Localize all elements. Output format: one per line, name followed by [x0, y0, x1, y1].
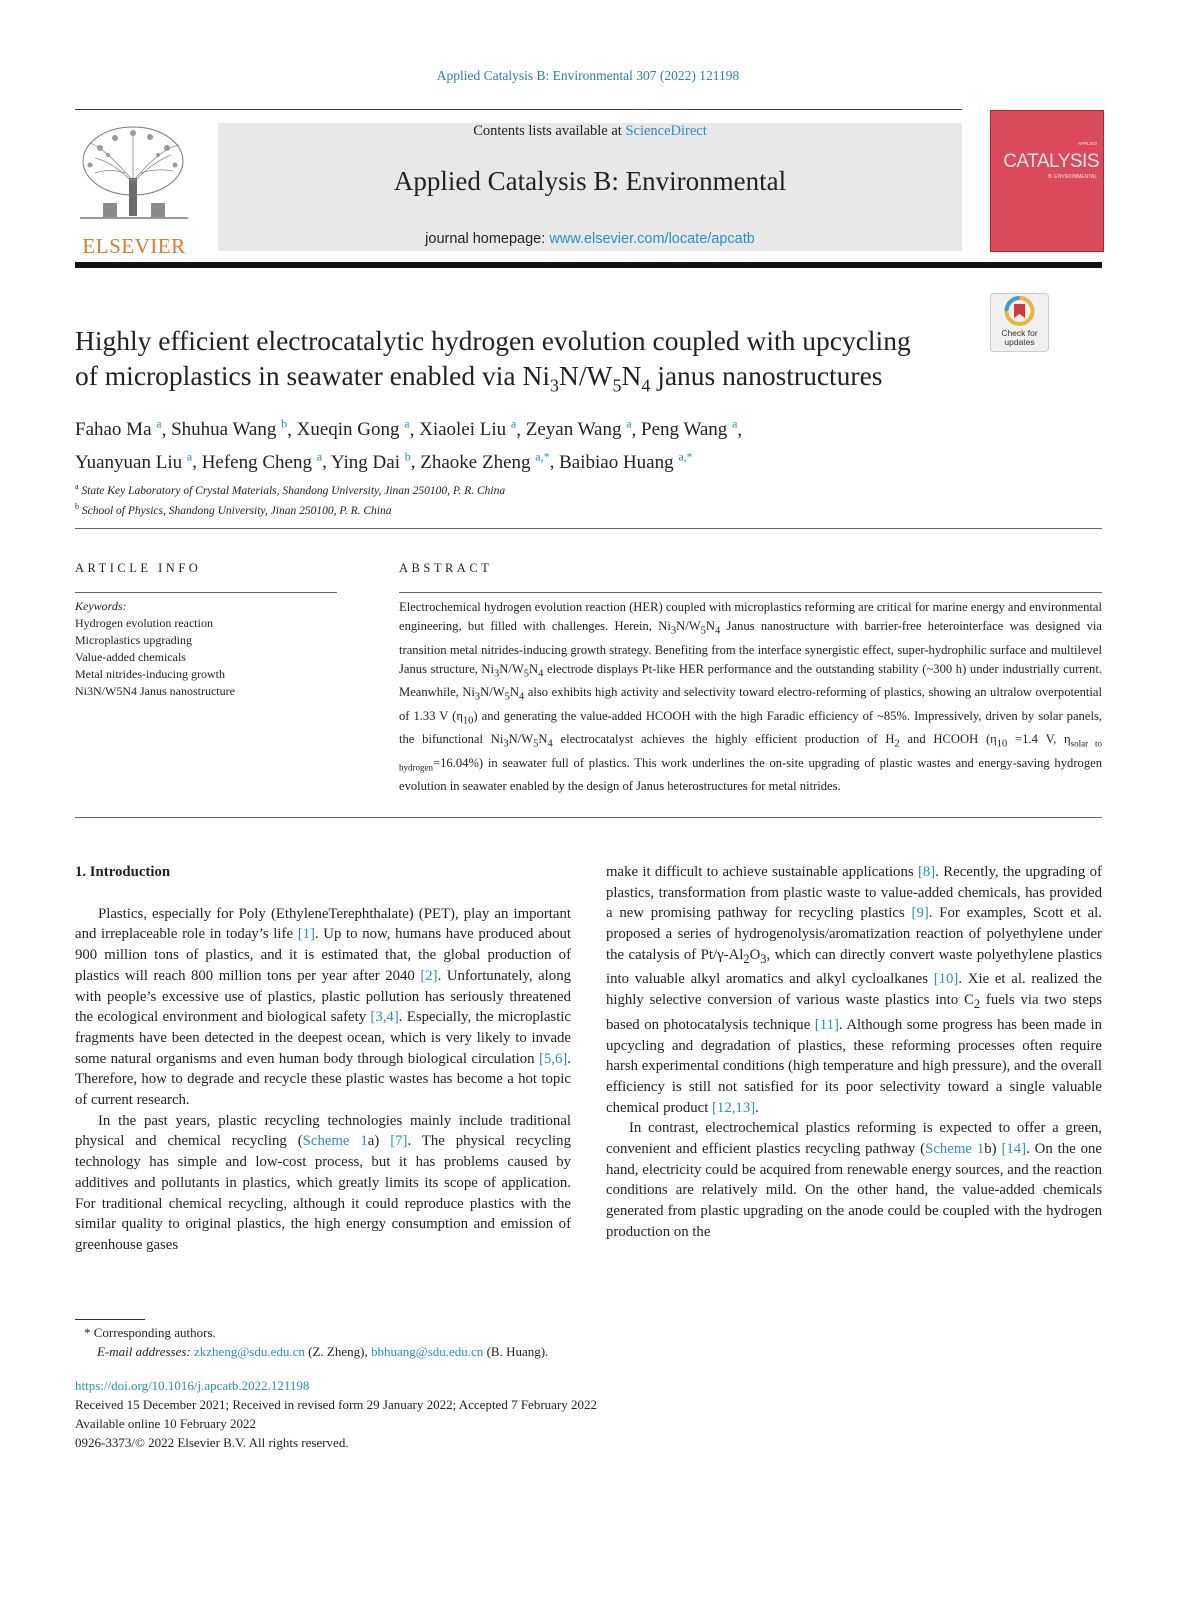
article-info-rule: [75, 592, 337, 593]
author[interactable]: Zeyan Wang $^a$: [525, 417, 632, 441]
top-rule: [75, 109, 962, 110]
citation-link[interactable]: [14]: [1001, 1141, 1027, 1158]
abstract-text: Electrochemical hydrogen evolution reaction (HER) coupled with microplastics reforming are critical for marine energy and environmental engineering, but filled with challenges. Herein, $Ni_3N/W_5N_4$ Janus nanostructure with barrier-free heterointerface was designed via transition metal nitrides-inducing growth strategy. Benefiting from the interface synergistic effect, super-hydrophilic surface and multilevel Janus structure, $Ni_3N/W_5N_4$ electrode displays Pt-like HER performance and the outstanding stability (~300 h) under industrially current. Meanwhile, $Ni_3N/W_5N_4$ also exhibits high activity and selectivity toward electro-reforming of plastics, showing an ultralow overpotential of 1.33 V $(\eta_{10})$ and generating the value-added HCOOH with the high Faradic efficiency of ~85%. Impressively, driven by solar panels, the bifunctional $Ni_3N/W_5N_4$ electrocatalyst achieves the highly efficient production of $H_2$ and HCOOH ($\eta_{10} =1.4$ V, $\eta_{solar to hydrogen}=16.04\%$) in seawater full of plastics. This work underlines the on-site upgrading of plastic wastes and energy-saving hydrogen evolution in seawater enabled by the design of Janus heterostructures for metal nitrides.: [399, 600, 1103, 794]
cover-small-text: APPLIED: [1077, 141, 1097, 146]
intro-paragraph: make it difficult to achieve sustainable applications [8]. Recently, the upgrading of plastics, transformation from plastic waste to value-added chemicals, has provided a new promising pathway for recycling plastics [9]. For examples, Scott et al. proposed a series of hydrogenolysis/aromatization reaction of polyethylene under the catalysis of $Pt/\gamma-Al_2O_3$, which can directly convert waste polyethylene plastics into valuable alkyl aromatics and alkyl cycloalkanes [10]. Xie et al. realized the highly selective conversion of various waste plastics into $C_2$ fuels via two steps based on photocatalysis technique [11]. Although some progress has been made in upcycling and degradation of plastics, these reforming processes often require harsh experimental conditions (high temperature and high pressure), and the overall efficiency is still not satisfied for its poor selectivity toward a single valuable chemical product [12,13].: [606, 864, 1102, 1116]
intro-paragraph: In the past years, plastic recycling technologies mainly include traditional physical and chemical recycling (Scheme 1a) [7]. The physical recycling technology has simple and low-cost process, but it has problems caused by additives and pollutants in plastics, which greatly limits its scope of application. For traditional chemical recycling, although it could reproduce plastics with the similar quality to original plastics, the high energy consumption and emission of greenhouse gases: [75, 1112, 571, 1253]
journal-reference[interactable]: Applied Catalysis B: Environmental 307 (2022) 121198: [436, 68, 740, 83]
author[interactable]: Xueqin Gong $^a$: [296, 417, 410, 441]
header-divider: [75, 262, 1102, 268]
intro-right-column: [606, 862, 1102, 1243]
citation-link[interactable]: [7]: [390, 1133, 408, 1150]
check-updates-icon: [991, 294, 1048, 330]
journal-title: Applied Catalysis B: Environmental: [393, 166, 787, 196]
title-line-1: Highly efficient electrocatalytic hydrogen evolution coupled with upcycling: [75, 325, 911, 356]
citation-link[interactable]: [3,4]: [370, 1009, 399, 1026]
author[interactable]: Fahao Ma $^a$: [75, 417, 162, 441]
title-line-2: of microplastics in seawater enabled via $Ni_3N/W_5N_4$ janus nanostructures: [75, 360, 883, 396]
check-updates-label: Check for updates: [1001, 328, 1038, 347]
journal-header-box: [218, 123, 962, 251]
affiliation-divider: [75, 528, 1102, 529]
abstract-bottom-rule: [75, 817, 1102, 818]
affiliation: $^b$ School of Physics, Shandong University, Jinan 250100, P. R. China: [75, 501, 392, 517]
keyword: Microplastics upgrading: [75, 633, 192, 647]
scheme-link[interactable]: Scheme 1: [925, 1141, 985, 1158]
author[interactable]: Zhaoke Zheng $^{a,*}$: [420, 449, 550, 473]
keyword: Metal nitrides-inducing growth: [75, 667, 225, 681]
citation-link[interactable]: [5,6]: [538, 1050, 568, 1067]
author[interactable]: Baibiao Huang $^{a,*}$: [559, 449, 693, 473]
affiliations: [75, 479, 975, 519]
citation-link[interactable]: [2]: [420, 967, 438, 984]
keyword: Value-added chemicals: [75, 650, 186, 664]
footnote: [84, 1323, 984, 1361]
check-for-updates-badge[interactable]: [990, 293, 1049, 352]
email-link[interactable]: zkzheng@sdu.edu.cn: [194, 1344, 305, 1359]
cover-subtitle: B: ENVIRONMENTAL: [1048, 174, 1097, 180]
keywords-label: Keywords:: [75, 599, 127, 613]
journal-homepage-link[interactable]: www.elsevier.com/locate/apcatb: [549, 231, 755, 247]
keywords-block: [75, 598, 337, 700]
cover-title: CATALYSIS: [1003, 151, 1099, 172]
intro-paragraph: Plastics, especially for Poly (EthyleneTerephthalate) (PET), play an important and irreplaceable role in today’s life [1]. Up to now, humans have produced about 900 million tons of plastics, and it is estimated that, the global production of plastics will reach 800 million tons per year after 2040 [2]. Unfortunately, along with people’s excessive use of plastics, plastic pollution has seriously threatened the ecological environment and biological safety [3,4]. Especially, the microplastic fragments have been detected in the deepest ocean, which is very likely to invade some natural organisms and even human body through biological circulation [5,6]. Therefore, how to degrade and recycle these plastic wastes has become a hot topic of current research.: [75, 905, 571, 1109]
sciencedirect-link[interactable]: ScienceDirect: [625, 123, 707, 139]
citation-link[interactable]: [1]: [297, 926, 315, 943]
available-online: Available online 10 February 2022: [75, 1416, 256, 1431]
contents-available-line: Contents lists available at ScienceDirect: [473, 123, 707, 139]
introduction-heading: 1. Introduction: [75, 864, 171, 880]
citation-link[interactable]: [11]: [814, 1016, 839, 1033]
corresponding-authors-note: * Corresponding authors.: [84, 1325, 216, 1340]
footnote-rule: [75, 1319, 145, 1320]
email-link[interactable]: bbhuang@sdu.edu.cn: [370, 1344, 484, 1359]
intro-paragraph: In contrast, electrochemical plastics reforming is expected to offer a green, convenient and efficient plastics recycling pathway (Scheme 1b) [14]. On the one hand, electricity could be acquired from renewable energy sources, and the reaction conditions are relatively mild. On the other hand, the value-added chemicals generated from plastic upgrading on the anode could be coupled with the hydrogen production on the: [606, 1120, 1102, 1240]
email-addresses: E-mail addresses: zkzheng@sdu.edu.cn (Z. Zheng), bbhuang@sdu.edu.cn (B. Huang).: [97, 1344, 549, 1359]
author[interactable]: Shuhua Wang $^b$: [171, 417, 288, 441]
citation-link[interactable]: [12,13]: [712, 1099, 756, 1116]
citation-link[interactable]: [10]: [933, 971, 959, 988]
intro-left-column: [75, 862, 571, 1256]
copyright: 0926-3373/© 2022 Elsevier B.V. All rights reserved.: [75, 1435, 349, 1450]
elsevier-logo: [75, 123, 193, 258]
received-dates: Received 15 December 2021; Received in revised form 29 January 2022; Accepted 7 February 2022: [75, 1397, 597, 1412]
author[interactable]: Yuanyuan Liu $^a$: [75, 449, 193, 473]
citation-link[interactable]: [9]: [911, 905, 929, 922]
elsevier-wordmark: ELSEVIER: [82, 234, 186, 258]
author-list: Fahao Ma $^a$, Shuhua Wang $^b$, Xueqin Gong $^a$, Xiaolei Liu $^a$, Zeyan Wang $^a$, Peng Wang $^a$, Yuanyuan Liu $^a$, Hefeng Cheng $^a$, Ying Dai $^b$, Zhaoke Zheng $^{a,*}$, Baibiao Huang $^{a,*}$: [75, 417, 743, 473]
doi-link[interactable]: https://doi.org/10.1016/j.apcatb.2022.121198: [75, 1378, 310, 1393]
keyword: Ni3N/W5N4 Janus nanostructure: [75, 684, 235, 698]
article-title: [75, 323, 975, 404]
abstract-heading: ABSTRACT: [399, 561, 493, 575]
elsevier-tree-icon: [75, 123, 193, 223]
article-metadata: [75, 1376, 975, 1452]
scheme-link[interactable]: Scheme 1: [302, 1133, 368, 1150]
article-info-heading: ARTICLE INFO: [75, 561, 202, 575]
abstract-rule: [399, 592, 1102, 593]
keyword: Hydrogen evolution reaction: [75, 616, 213, 630]
author[interactable]: Peng Wang $^a$: [641, 417, 738, 441]
citation-link[interactable]: [8]: [917, 864, 936, 880]
author[interactable]: Xiaolei Liu $^a$: [419, 417, 517, 441]
author[interactable]: Hefeng Cheng $^a$: [201, 449, 323, 473]
journal-cover-thumbnail[interactable]: [990, 110, 1104, 252]
author[interactable]: Ying Dai $^b$: [330, 449, 411, 473]
affiliation: $^a$ State Key Laboratory of Crystal Materials, Shandong University, Jinan 250100, P. R. China: [75, 482, 506, 497]
journal-homepage-line: journal homepage: www.elsevier.com/locate/apcatb: [425, 231, 755, 247]
